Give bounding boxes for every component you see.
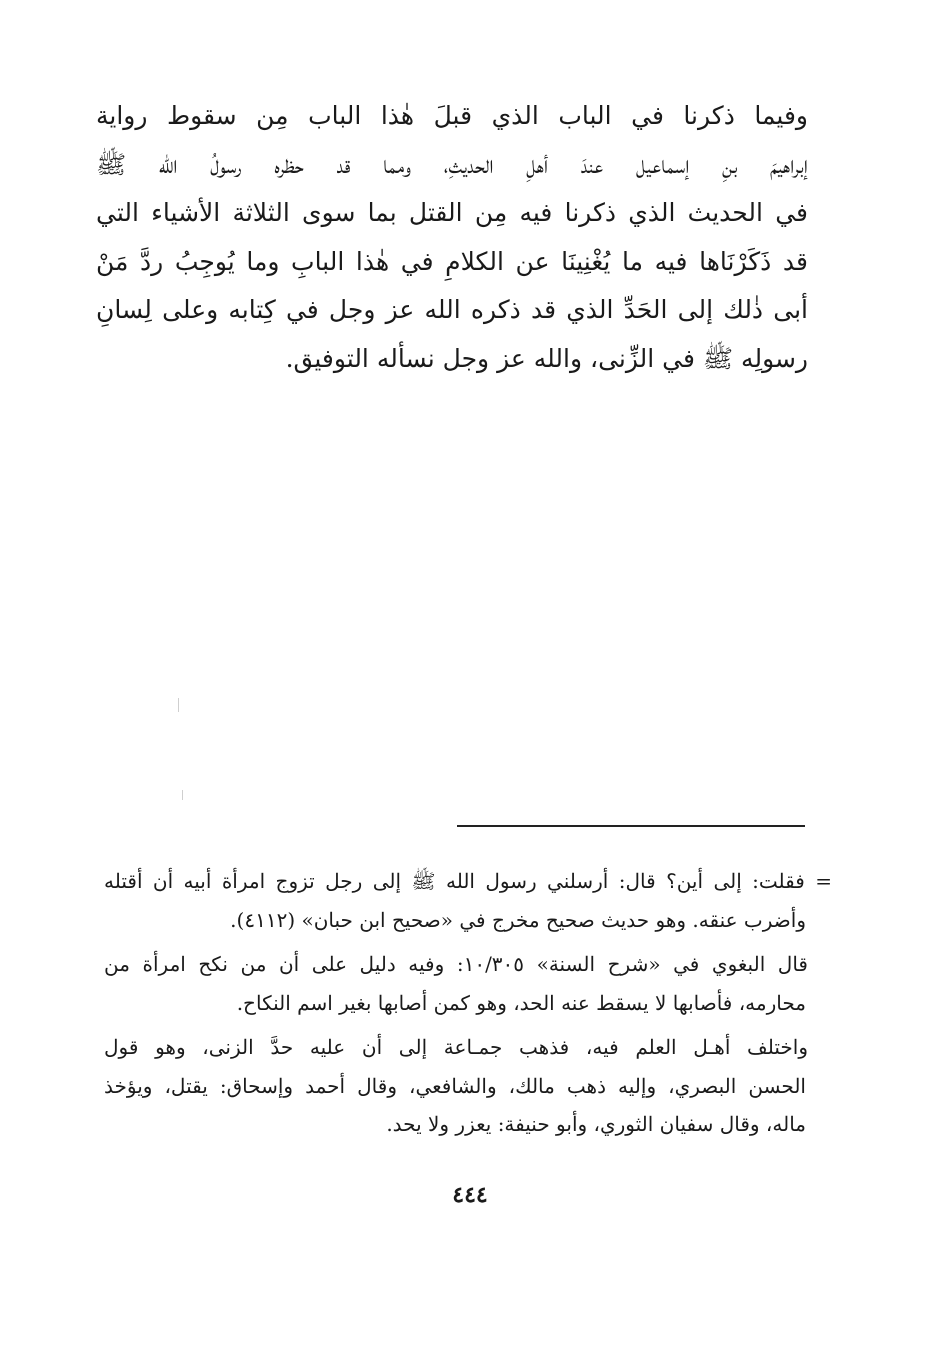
main-text-line: إبراهيمَ بنِ إسماعيل عندَ أهلِ الحديثِ، ومما قد حظره رسولُ الله ﷺ [96,149,808,179]
main-text-block [96,92,808,383]
main-text-line: قد ذَكَرْنَاها فيه ما يُغْنِينَا عن الكلامِ في هٰذا البابِ وما يُوجِبُ ردَّ مَنْ [96,246,808,276]
footnote-line: ماله، وقال سفيان الثوري، وأبو حنيفة: يعزر ولا يحد. [386,1112,806,1136]
footnote-divider [457,825,805,827]
main-text-line: رسولِه ﷺ في الزِّنى، والله عز وجل نسأله التوفيق. [285,343,808,373]
footnote-line: وأضرب عنقه. وهو حديث صحيح مخرج في «صحيح ابن حبان» (٤١١٢). [230,907,806,932]
footnote-paragraph [104,862,832,939]
main-text-line: وفيما ذكرنا في الباب الذي قبلَ هٰذا الباب مِن سقوط رواية [96,101,808,130]
scan-speck [178,698,179,712]
page-number: ٤٤٤ [452,1182,488,1208]
footnote-line: واختلف أهـل العلم فيه، فذهب جمـاعة إلى أن عليه حدَّ الزنى، وهو قول [104,1035,808,1059]
footnotes-block [104,862,832,1150]
footnote-line: = فقلت: إلى أين؟ قال: أرسلني رسول الله ﷺ إلى رجل تزوج امرأة أبيه أن أقتله [104,869,832,893]
footnote-paragraph [104,945,832,1022]
footnote-line: قال البغوي في «شرح السنة» ١٠/٣٠٥: وفيه دليل على أن من نكح امرأة من [104,952,808,976]
main-text-line: أبى ذٰلك إلى الحَدِّ الذي قد ذكره الله عز وجل في كِتابه وعلى لِسانِ [96,295,808,324]
footnote-line: محارمه، فأصابها لا يسقط عنه الحد، وهو كمن أصابها بغير اسم النكاح. [236,990,806,1015]
footnote-line: الحسن البصري، وإليه ذهب مالك، والشافعي، وقال أحمد وإسحاق: يقتل، ويؤخذ [104,1073,806,1098]
main-text-line: في الحديث الذي ذكرنا فيه مِن القتل بما سوى الثلاثة الأشياء التي [96,198,808,227]
footnote-paragraph [104,1028,832,1144]
scan-speck [182,790,183,800]
